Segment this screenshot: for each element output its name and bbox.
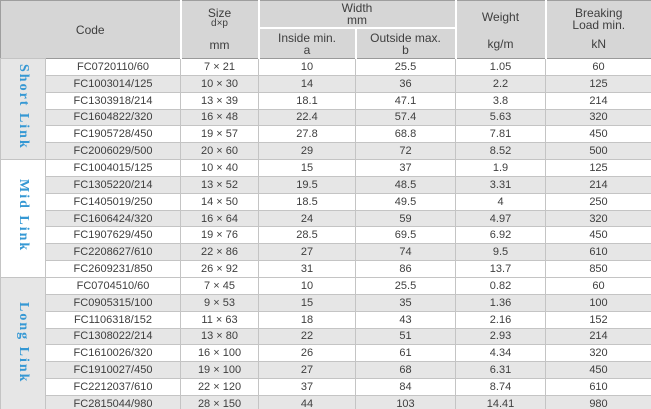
cell-outside-max: 47.1	[356, 92, 456, 109]
cell-code: FC0704510/60	[46, 277, 181, 294]
cell-code: FC2212037/610	[46, 379, 181, 396]
cell-inside-min: 14	[259, 75, 356, 92]
cell-breaking-load: 610	[546, 379, 651, 396]
cell-code: FC1303918/214	[46, 92, 181, 109]
cell-weight: 14.41	[456, 395, 546, 409]
cell-size: 22 × 86	[181, 244, 259, 261]
cell-weight: 2.16	[456, 311, 546, 328]
cell-breaking-load: 60	[546, 277, 651, 294]
cell-inside-min: 37	[259, 379, 356, 396]
cell-code: FC1305220/214	[46, 176, 181, 193]
size-title: Size	[207, 6, 232, 20]
group-label-short-link	[1, 59, 46, 160]
cell-size: 16 × 48	[181, 109, 259, 126]
cell-inside-min: 22	[259, 328, 356, 345]
cell-size: 11 × 63	[181, 311, 259, 328]
cell-code: FC1405019/250	[46, 193, 181, 210]
cell-code: FC1907629/450	[46, 227, 181, 244]
cell-size: 16 × 64	[181, 210, 259, 227]
cell-size: 19 × 100	[181, 362, 259, 379]
cell-weight: 6.31	[456, 362, 546, 379]
table-row	[1, 328, 651, 345]
cell-outside-max: 86	[356, 261, 456, 278]
cell-size: 19 × 76	[181, 227, 259, 244]
col-header-inside-min	[259, 28, 356, 59]
group-label-text: Long Link	[16, 301, 31, 384]
cell-breaking-load: 100	[546, 294, 651, 311]
col-header-code	[1, 1, 181, 59]
table-row	[1, 59, 651, 76]
cell-weight: 1.36	[456, 294, 546, 311]
code-header-label: Code	[75, 22, 105, 37]
cell-breaking-load: 320	[546, 210, 651, 227]
col-header-weight	[456, 1, 546, 59]
cell-inside-min: 29	[259, 143, 356, 160]
cell-weight: 1.05	[456, 59, 546, 76]
width-unit: mm	[347, 13, 367, 27]
cell-size: 13 × 39	[181, 92, 259, 109]
cell-outside-max: 68	[356, 362, 456, 379]
width-title: Width	[341, 1, 373, 15]
cell-weight: 3.31	[456, 176, 546, 193]
cell-code: FC1610026/320	[46, 345, 181, 362]
cell-size: 14 × 50	[181, 193, 259, 210]
cell-outside-max: 68.8	[356, 126, 456, 143]
cell-code: FC1604822/320	[46, 109, 181, 126]
cell-code: FC0720110/60	[46, 59, 181, 76]
cell-breaking-load: 152	[546, 311, 651, 328]
group-label-text: Short Link	[16, 63, 31, 150]
table-row	[1, 379, 651, 396]
cell-weight: 3.8	[456, 92, 546, 109]
cell-weight: 8.52	[456, 143, 546, 160]
table-row	[1, 109, 651, 126]
group-label-text: Mid Link	[16, 179, 31, 253]
cell-inside-min: 27	[259, 362, 356, 379]
cell-code: FC1308022/214	[46, 328, 181, 345]
cell-outside-max: 72	[356, 143, 456, 160]
table-row	[1, 362, 651, 379]
cell-breaking-load: 980	[546, 395, 651, 409]
cell-size: 26 × 92	[181, 261, 259, 278]
cell-inside-min: 18	[259, 311, 356, 328]
col-header-breaking-load	[546, 1, 651, 59]
cell-inside-min: 31	[259, 261, 356, 278]
cell-weight: 9.5	[456, 244, 546, 261]
cell-code: FC2208627/610	[46, 244, 181, 261]
cell-outside-max: 84	[356, 379, 456, 396]
cell-outside-max: 35	[356, 294, 456, 311]
table-row	[1, 143, 651, 160]
size-sub: d×p	[211, 18, 228, 29]
cell-weight: 13.7	[456, 261, 546, 278]
table-row	[1, 75, 651, 92]
breaking-title: Breaking	[575, 6, 623, 20]
cell-size: 19 × 57	[181, 126, 259, 143]
table-row	[1, 92, 651, 109]
cell-weight: 4.34	[456, 345, 546, 362]
breaking-sub: Load min.	[572, 18, 626, 32]
cell-outside-max: 74	[356, 244, 456, 261]
table-row	[1, 345, 651, 362]
inside-sub: a	[303, 42, 311, 57]
cell-breaking-load: 214	[546, 176, 651, 193]
cell-breaking-load: 850	[546, 261, 651, 278]
cell-weight: 8.74	[456, 379, 546, 396]
cell-outside-max: 43	[356, 311, 456, 328]
table-header	[1, 1, 651, 59]
table-row	[1, 160, 651, 177]
weight-unit: kg/m	[487, 37, 514, 51]
table-row	[1, 395, 651, 409]
cell-outside-max: 48.5	[356, 176, 456, 193]
weight-title: Weight	[481, 10, 520, 24]
cell-weight: 4.97	[456, 210, 546, 227]
cell-size: 7 × 21	[181, 59, 259, 76]
cell-breaking-load: 214	[546, 328, 651, 345]
cell-outside-max: 37	[356, 160, 456, 177]
cell-inside-min: 10	[259, 59, 356, 76]
table-row	[1, 176, 651, 193]
cell-size: 10 × 40	[181, 160, 259, 177]
cell-inside-min: 28.5	[259, 227, 356, 244]
cell-inside-min: 44	[259, 395, 356, 409]
outside-label: Outside max.	[370, 30, 441, 45]
cell-code: FC1905728/450	[46, 126, 181, 143]
col-header-outside-max	[356, 28, 456, 59]
group-label-mid-link	[1, 160, 46, 278]
cell-size: 20 × 60	[181, 143, 259, 160]
cell-inside-min: 15	[259, 160, 356, 177]
col-header-width	[259, 1, 456, 29]
table-row	[1, 193, 651, 210]
cell-breaking-load: 250	[546, 193, 651, 210]
cell-size: 16 × 100	[181, 345, 259, 362]
cell-inside-min: 27	[259, 244, 356, 261]
cell-code: FC1003014/125	[46, 75, 181, 92]
cell-size: 22 × 120	[181, 379, 259, 396]
cell-size: 13 × 80	[181, 328, 259, 345]
cell-inside-min: 26	[259, 345, 356, 362]
cell-weight: 2.2	[456, 75, 546, 92]
cell-size: 13 × 52	[181, 176, 259, 193]
cell-outside-max: 51	[356, 328, 456, 345]
cell-code: FC1606424/320	[46, 210, 181, 227]
cell-outside-max: 69.5	[356, 227, 456, 244]
table-row	[1, 126, 651, 143]
size-unit: mm	[209, 38, 230, 52]
cell-weight: 4	[456, 193, 546, 210]
cell-size: 28 × 150	[181, 395, 259, 409]
cell-breaking-load: 610	[546, 244, 651, 261]
cell-code: FC0905315/100	[46, 294, 181, 311]
cell-inside-min: 10	[259, 277, 356, 294]
cell-weight: 1.9	[456, 160, 546, 177]
col-header-size	[181, 1, 259, 59]
cell-breaking-load: 450	[546, 126, 651, 143]
cell-weight: 2.93	[456, 328, 546, 345]
cell-outside-max: 25.5	[356, 277, 456, 294]
cell-code: FC2815044/980	[46, 395, 181, 409]
cell-outside-max: 59	[356, 210, 456, 227]
cell-size: 7 × 45	[181, 277, 259, 294]
cell-code: FC2006029/500	[46, 143, 181, 160]
table-row	[1, 210, 651, 227]
cell-weight: 5.63	[456, 109, 546, 126]
cell-weight: 7.81	[456, 126, 546, 143]
table-row	[1, 277, 651, 294]
cell-breaking-load: 125	[546, 75, 651, 92]
cell-outside-max: 57.4	[356, 109, 456, 126]
cell-outside-max: 49.5	[356, 193, 456, 210]
cell-breaking-load: 320	[546, 109, 651, 126]
cell-breaking-load: 450	[546, 227, 651, 244]
cell-code: FC1910027/450	[46, 362, 181, 379]
table-row	[1, 294, 651, 311]
cell-breaking-load: 500	[546, 143, 651, 160]
table-row	[1, 261, 651, 278]
cell-inside-min: 15	[259, 294, 356, 311]
cell-breaking-load: 320	[546, 345, 651, 362]
inside-label: Inside min.	[277, 30, 337, 45]
cell-size: 10 × 30	[181, 75, 259, 92]
group-label-long-link	[1, 277, 46, 409]
table-body	[1, 59, 651, 409]
cell-inside-min: 27.8	[259, 126, 356, 143]
cell-size: 9 × 53	[181, 294, 259, 311]
cell-inside-min: 24	[259, 210, 356, 227]
cell-breaking-load: 214	[546, 92, 651, 109]
cell-outside-max: 25.5	[356, 59, 456, 76]
cell-inside-min: 18.5	[259, 193, 356, 210]
breaking-unit: kN	[591, 37, 607, 51]
cell-outside-max: 103	[356, 395, 456, 409]
cell-outside-max: 36	[356, 75, 456, 92]
cell-breaking-load: 60	[546, 59, 651, 76]
cell-inside-min: 18.1	[259, 92, 356, 109]
cell-weight: 6.92	[456, 227, 546, 244]
cell-weight: 0.82	[456, 277, 546, 294]
cell-code: FC1004015/125	[46, 160, 181, 177]
cell-breaking-load: 125	[546, 160, 651, 177]
table-row	[1, 311, 651, 328]
table-row	[1, 244, 651, 261]
cell-inside-min: 19.5	[259, 176, 356, 193]
cell-code: FC2609231/850	[46, 261, 181, 278]
cell-breaking-load: 450	[546, 362, 651, 379]
cell-code: FC1106318/152	[46, 311, 181, 328]
outside-sub: b	[402, 42, 409, 57]
table-row	[1, 227, 651, 244]
cell-outside-max: 61	[356, 345, 456, 362]
cell-inside-min: 22.4	[259, 109, 356, 126]
